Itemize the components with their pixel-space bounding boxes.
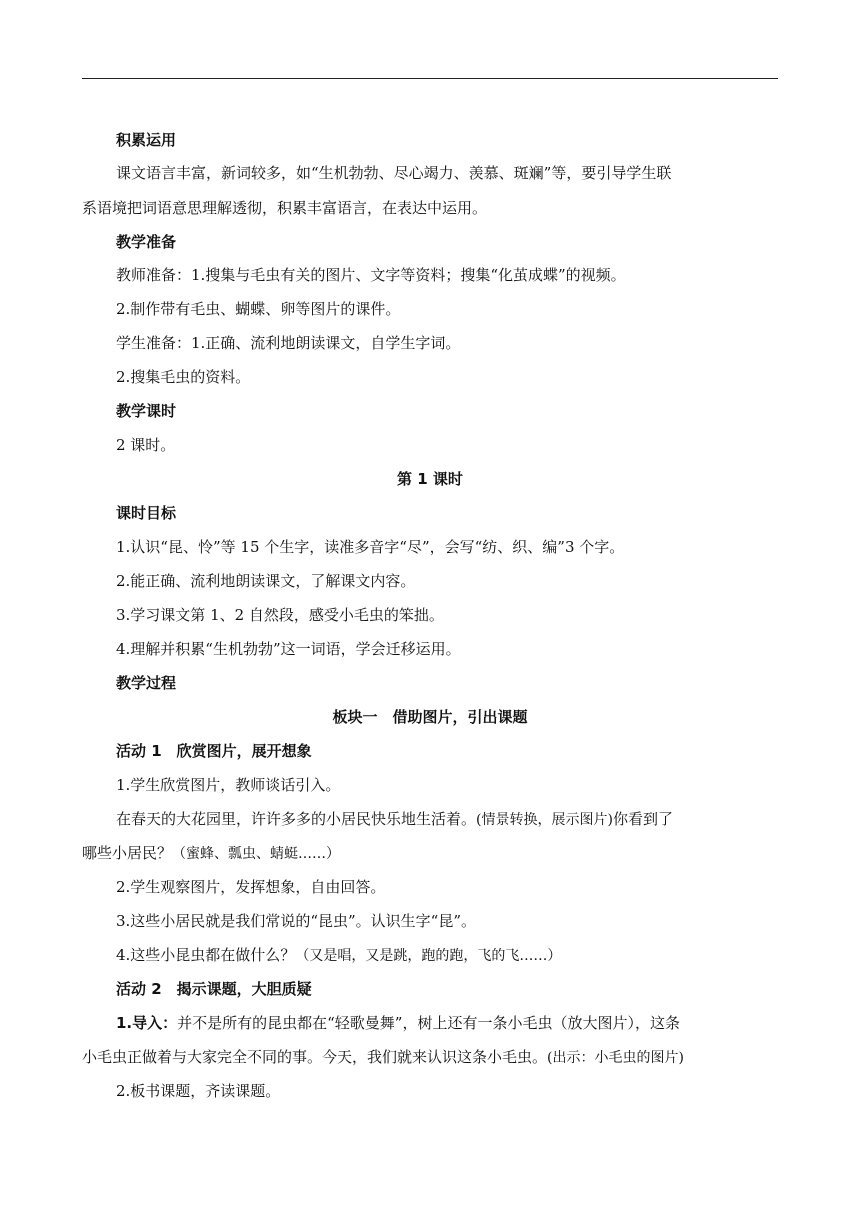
activity-1-step: 1.学生欣赏图片，教师谈话引入。 <box>116 776 341 794</box>
activity-2-step: 2.板书课题，齐读课题。 <box>116 1082 281 1100</box>
stage-direction: (情景转换，展示图片) <box>476 812 613 828</box>
goal-item: 4.理解并积累“生机勃勃”这一词语，学会迁移运用。 <box>116 640 461 658</box>
heading-process: 教学过程 <box>116 674 177 692</box>
activity-1-step: 3.这些小居民就是我们常说的“昆虫”。认识生字“昆”。 <box>116 912 476 930</box>
activity-2-title: 活动 2 揭示课题，大胆质疑 <box>116 980 312 998</box>
paragraph-line: 2.搜集毛虫的资料。 <box>116 368 251 386</box>
header-rule <box>82 78 778 79</box>
paragraph-text: 小毛虫正做着与大家完全不同的事。今天，我们就来认识这条小毛虫。 <box>82 1048 548 1066</box>
paragraph-line: 2 课时。 <box>116 436 176 454</box>
paragraph-text: 哪些小居民？ <box>82 844 173 862</box>
paragraph-line: 学生准备：1.正确、流利地朗读课文，自学生字词。 <box>116 334 461 352</box>
activity-1-step: 2.学生观察图片，发挥想象，自由回答。 <box>116 878 386 896</box>
heading-goals: 课时目标 <box>116 504 177 522</box>
block-title: 板块一 借助图片，引出课题 <box>332 708 528 726</box>
paragraph-text: 在春天的大花园里，许许多多的小居民快乐地生活着。 <box>116 810 477 828</box>
heading-accumulate: 积累运用 <box>116 131 177 149</box>
activity-1-title: 活动 1 欣赏图片，展开想象 <box>116 742 312 760</box>
paragraph-line: 教师准备：1.搜集与毛虫有关的图片、文字等资料；搜集“化茧成蝶”的视频。 <box>116 266 626 284</box>
paragraph-line <box>82 842 782 865</box>
heading-preparation: 教学准备 <box>116 233 177 251</box>
question-text: 4.这些小昆虫都在做什么？ <box>116 946 296 964</box>
heading-periods: 教学课时 <box>116 402 177 420</box>
step-label: 1.导入： <box>116 1014 178 1032</box>
activity-2-step <box>82 1012 816 1034</box>
goal-item: 1.认识“昆、怜”等 15 个生字，读准多音字“尽”，会写“纺、织、编”3 个字。 <box>116 538 625 556</box>
goal-item: 3.学习课文第 1、2 自然段，感受小毛虫的笨拙。 <box>116 606 444 624</box>
answer-note: （蜜蜂、瓢虫、蜻蜓……） <box>172 846 341 862</box>
answer-note: （又是唱，又是跳，跑的跑，飞的飞……） <box>295 948 562 964</box>
paragraph-line: 课文语言丰富，新词较多，如“生机勃勃、尽心竭力、羡慕、斑斓”等，要引导学生联 <box>116 164 672 182</box>
lesson-title: 第 1 课时 <box>397 470 463 488</box>
paragraph-text: 并不是所有的昆虫都在“轻歌曼舞”，树上还有一条小毛虫（放大图片），这条 <box>177 1014 680 1032</box>
paragraph-line <box>82 1046 782 1069</box>
paragraph-line: 2.制作带有毛虫、蝴蝶、卵等图片的课件。 <box>116 300 401 318</box>
paragraph-line <box>82 808 816 831</box>
paragraph-line: 系语境把词语意思理解透彻，积累丰富语言，在表达中运用。 <box>82 199 488 217</box>
paragraph-text: 你看到了 <box>612 810 673 828</box>
stage-direction: (出示：小毛虫的图片) <box>547 1050 684 1066</box>
goal-item: 2.能正确、流利地朗读课文，了解课文内容。 <box>116 572 416 590</box>
activity-1-step <box>82 944 816 967</box>
